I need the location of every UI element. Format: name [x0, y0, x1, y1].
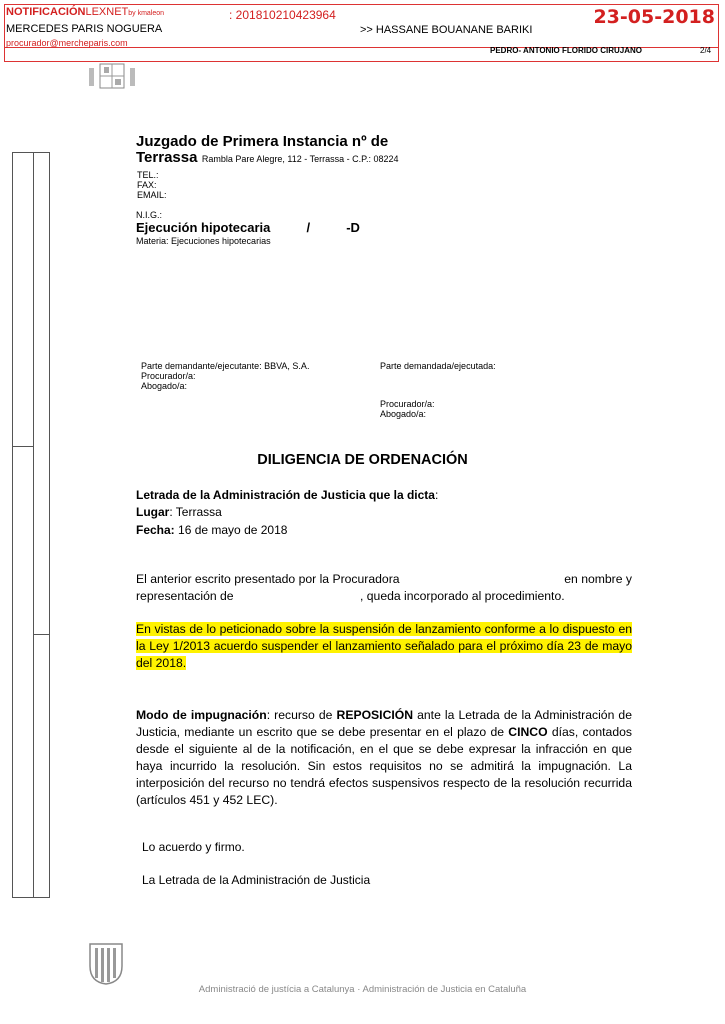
paragraph-intro [136, 571, 632, 605]
letrada-label: Letrada de la Administración de Justicia que la dicta [136, 488, 435, 502]
recipient-name: >> HASSANE BOUANANE BARIKI [360, 24, 533, 36]
page-number: 2/4 [700, 46, 712, 55]
coat-of-arms-icon [86, 62, 138, 90]
sender-email[interactable]: procurador@mercheparis.com [6, 38, 128, 48]
court-email: EMAIL: [137, 190, 167, 200]
notification-reference: : 201810210423964 [229, 8, 336, 22]
document-title: DILIGENCIA DE ORDENACIÓN [257, 452, 468, 468]
letrada-line: Letrada de la Administración de Justicia que la dicta: [136, 488, 439, 502]
lugar-label: Lugar [136, 505, 170, 519]
lugar-value: : Terrassa [169, 505, 222, 519]
defendant-label: Parte demandada/ejecutada: [380, 361, 496, 371]
paragraph-suspension [136, 621, 632, 672]
closing-text: Lo acuerdo y firmo. [142, 840, 245, 854]
intro-text-c: representación de [136, 589, 234, 603]
intro-text-d: , queda incorporado al procedimiento. [360, 589, 565, 603]
reposicion-label: REPOSICIÓN [336, 708, 414, 722]
modo-label: Modo de impugnación [136, 708, 267, 722]
notification-date: 23-05-2018 [593, 6, 715, 28]
fecha-value: 16 de mayo de 2018 [174, 523, 288, 537]
court-name: Juzgado de Primera Instancia nº de [136, 133, 389, 150]
defendant-procurador: Procurador/a: [380, 399, 435, 409]
court-city-line [136, 149, 399, 167]
generalitat-emblem-icon [86, 940, 126, 986]
defendant-abogado: Abogado/a: [380, 409, 427, 419]
cinco-label: CINCO [508, 725, 548, 739]
signer-name: PEDRO- ANTONIO FLORIDO CIRUJANO [490, 46, 643, 55]
sender-name: MERCEDES PARIS NOGUERA [6, 23, 163, 35]
plaintiff-label: Parte demandante/ejecutante: BBVA, S.A. [141, 361, 310, 371]
intro-text-b: en nombre y [564, 572, 632, 586]
procedure-materia: Materia: Ejecuciones hipotecarias [136, 236, 271, 246]
plaintiff-abogado: Abogado/a: [141, 381, 188, 391]
lexnet-label: LEXNET [85, 6, 129, 18]
procedure-title: Ejecución hipotecaria / -D [136, 220, 360, 235]
fecha-line [136, 523, 287, 537]
court-city: Terrassa [136, 149, 198, 166]
court-tel: TEL.: [137, 170, 159, 180]
lugar-line [136, 505, 222, 519]
signature-text: La Letrada de la Administración de Justicia [142, 873, 371, 887]
nig-label: N.I.G.: [136, 210, 163, 220]
paragraph-impugnacion: Modo de impugnación: recurso de REPOSICIÓN ante la Letrada de la Administración de Justicia, mediante un escrito que se debe presentar en el plazo de CINCO días, contados desde el siguiente al de la notificación, en el que se debe expresar la infracción en que haya incurrido la resolución. Sin estos requisitos no se admitirá la impugnación. La interposición del recurso no tendrá efectos suspensivos respecto de la resolución recurrida (artículos 451 y 452 LEC). [136, 708, 632, 807]
intro-text-a: El anterior escrito presentado por la Procuradora [136, 572, 400, 586]
court-fax: FAX: [137, 180, 157, 190]
highlighted-text: En vistas de lo peticionado sobre la suspensión de lanzamiento conforme a lo dispuesto en la Ley 1/2013 acuerdo suspender el lanzamiento señalado para el próximo día 23 de mayo del 2018. [136, 622, 632, 670]
by-label: by kmaleon [128, 10, 165, 17]
margin-frame [12, 152, 52, 898]
court-address: Rambla Pare Alegre, 112 - Terrassa - C.P.: 08224 [201, 154, 399, 164]
page-footer: Administració de justícia a Catalunya · Administración de Justicia en Cataluña [198, 984, 527, 995]
fecha-label: Fecha: [136, 523, 175, 537]
notification-label: NOTIFICACIÓNLEXNETby kmaleon [6, 6, 165, 18]
plaintiff-procurador: Procurador/a: [141, 371, 196, 381]
